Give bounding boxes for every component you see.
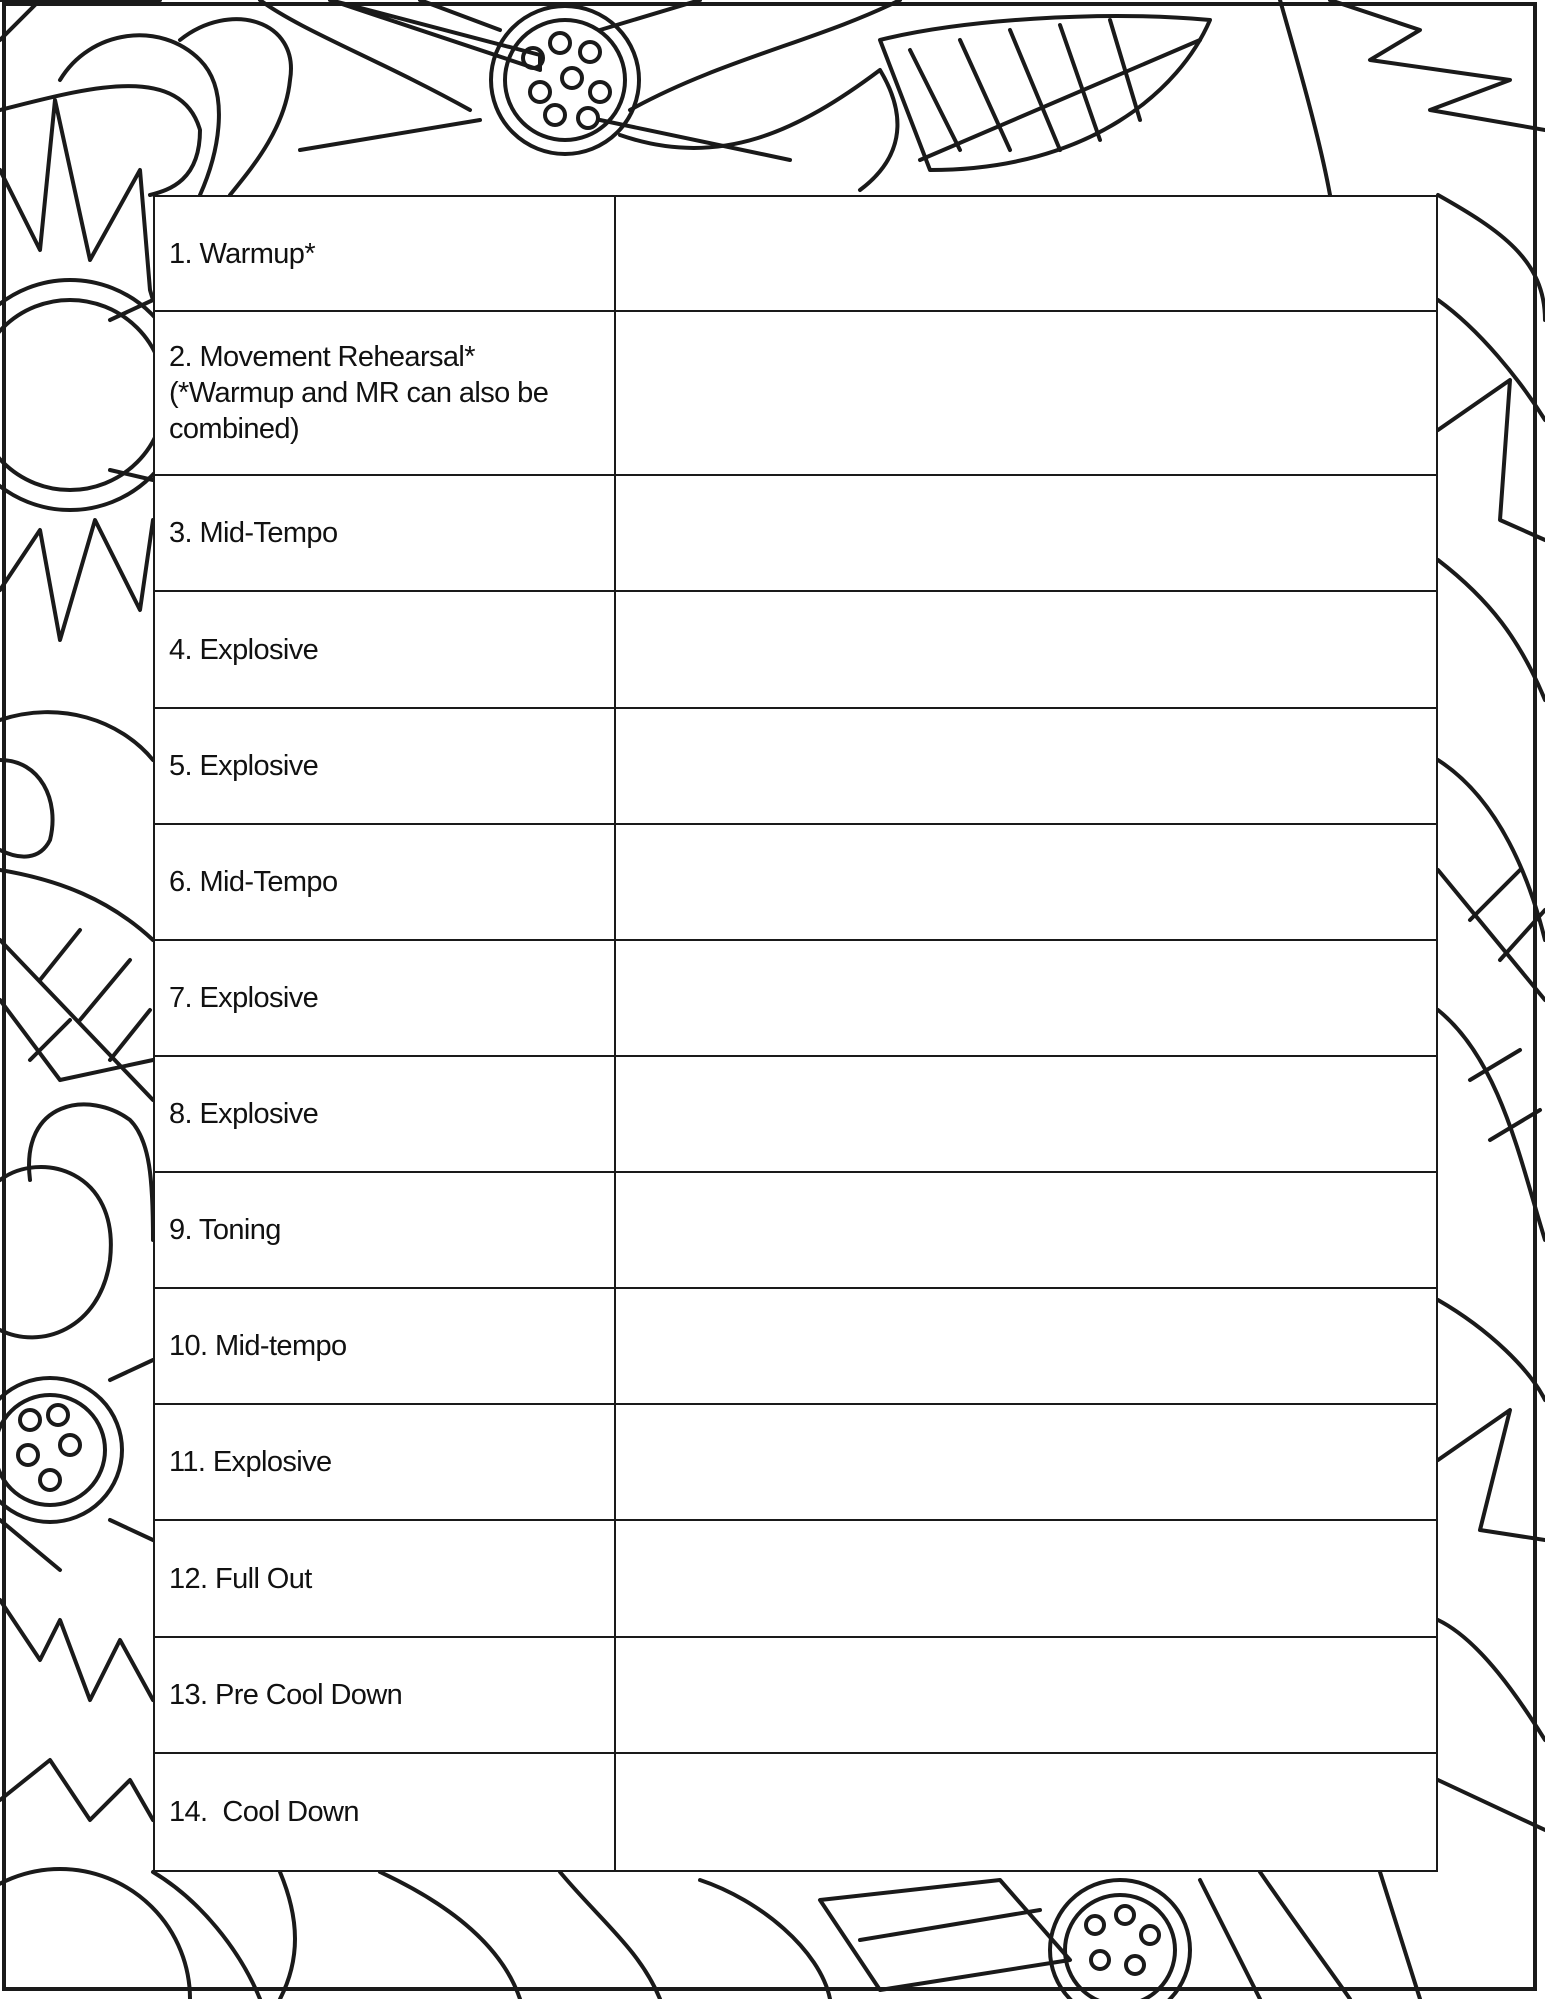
- track-label: 5. Explosive: [169, 749, 319, 782]
- table-row: [154, 1288, 1437, 1404]
- flower-top-left: [0, 0, 291, 195]
- table-row: [154, 1404, 1437, 1520]
- song-entry-cell[interactable]: [615, 940, 1437, 1056]
- row-label-cell: [154, 1056, 615, 1172]
- row-label-cell: [154, 196, 615, 311]
- song-entry-cell[interactable]: [615, 1288, 1437, 1404]
- song-entry-cell[interactable]: [615, 475, 1437, 591]
- track-label: 10. Mid-tempo: [169, 1330, 347, 1363]
- row-label-cell: [154, 708, 615, 824]
- table-row: [154, 1753, 1437, 1871]
- table-row: [154, 940, 1437, 1056]
- row-label-cell: [154, 824, 615, 940]
- table-row: [154, 196, 1437, 311]
- playlist-table: [153, 195, 1438, 1872]
- song-entry-cell[interactable]: [615, 1637, 1437, 1753]
- track-label: 7. Explosive: [169, 981, 319, 1014]
- table-row: [154, 1520, 1437, 1636]
- leaves-left-mid: [0, 712, 153, 1100]
- table-row: [154, 1056, 1437, 1172]
- song-entry-cell[interactable]: [615, 1172, 1437, 1288]
- table-row: [154, 311, 1437, 475]
- flower-top-center: [260, 0, 900, 190]
- track-label: 13. Pre Cool Down: [169, 1678, 403, 1711]
- table-row: [154, 824, 1437, 940]
- song-entry-cell[interactable]: [615, 1404, 1437, 1520]
- leaf-top: [880, 16, 1210, 170]
- song-entry-cell[interactable]: [615, 591, 1437, 707]
- song-entry-cell[interactable]: [615, 196, 1437, 311]
- row-label-cell: [154, 311, 615, 475]
- flower-left-lower: [0, 1104, 153, 1570]
- song-entry-cell[interactable]: [615, 1520, 1437, 1636]
- row-label-cell: [154, 1404, 615, 1520]
- track-label: 9. Toning: [169, 1214, 281, 1247]
- row-label-cell: [154, 591, 615, 707]
- track-label: 2. Movement Rehearsal* (*Warmup and MR can also be combined): [169, 341, 549, 446]
- flowers-bottom: [153, 1872, 1420, 1999]
- track-label: 8. Explosive: [169, 1098, 319, 1130]
- table-row: [154, 591, 1437, 707]
- song-entry-cell[interactable]: [615, 1056, 1437, 1172]
- track-label: 6. Mid-Tempo: [169, 865, 338, 898]
- track-label: 4. Explosive: [169, 633, 319, 666]
- song-entry-cell[interactable]: [615, 311, 1437, 475]
- row-label-cell: [154, 1172, 615, 1288]
- track-label: 12. Full Out: [169, 1562, 312, 1595]
- song-entry-cell[interactable]: [615, 1753, 1437, 1871]
- track-label: 14. Cool Down: [169, 1795, 359, 1828]
- table-row: [154, 1172, 1437, 1288]
- song-entry-cell[interactable]: [615, 824, 1437, 940]
- row-label-cell: [154, 475, 615, 591]
- track-label: 11. Explosive: [169, 1446, 332, 1479]
- row-label-cell: [154, 1520, 615, 1636]
- track-label: 3. Mid-Tempo: [169, 517, 338, 550]
- track-label: 1. Warmup*: [169, 237, 316, 270]
- table-row: [154, 708, 1437, 824]
- table-row: [154, 475, 1437, 591]
- row-label-cell: [154, 1637, 615, 1753]
- row-label-cell: [154, 1288, 615, 1404]
- table-row: [154, 1637, 1437, 1753]
- song-entry-cell[interactable]: [615, 708, 1437, 824]
- row-label-cell: [154, 940, 615, 1056]
- row-label-cell: [154, 1753, 615, 1871]
